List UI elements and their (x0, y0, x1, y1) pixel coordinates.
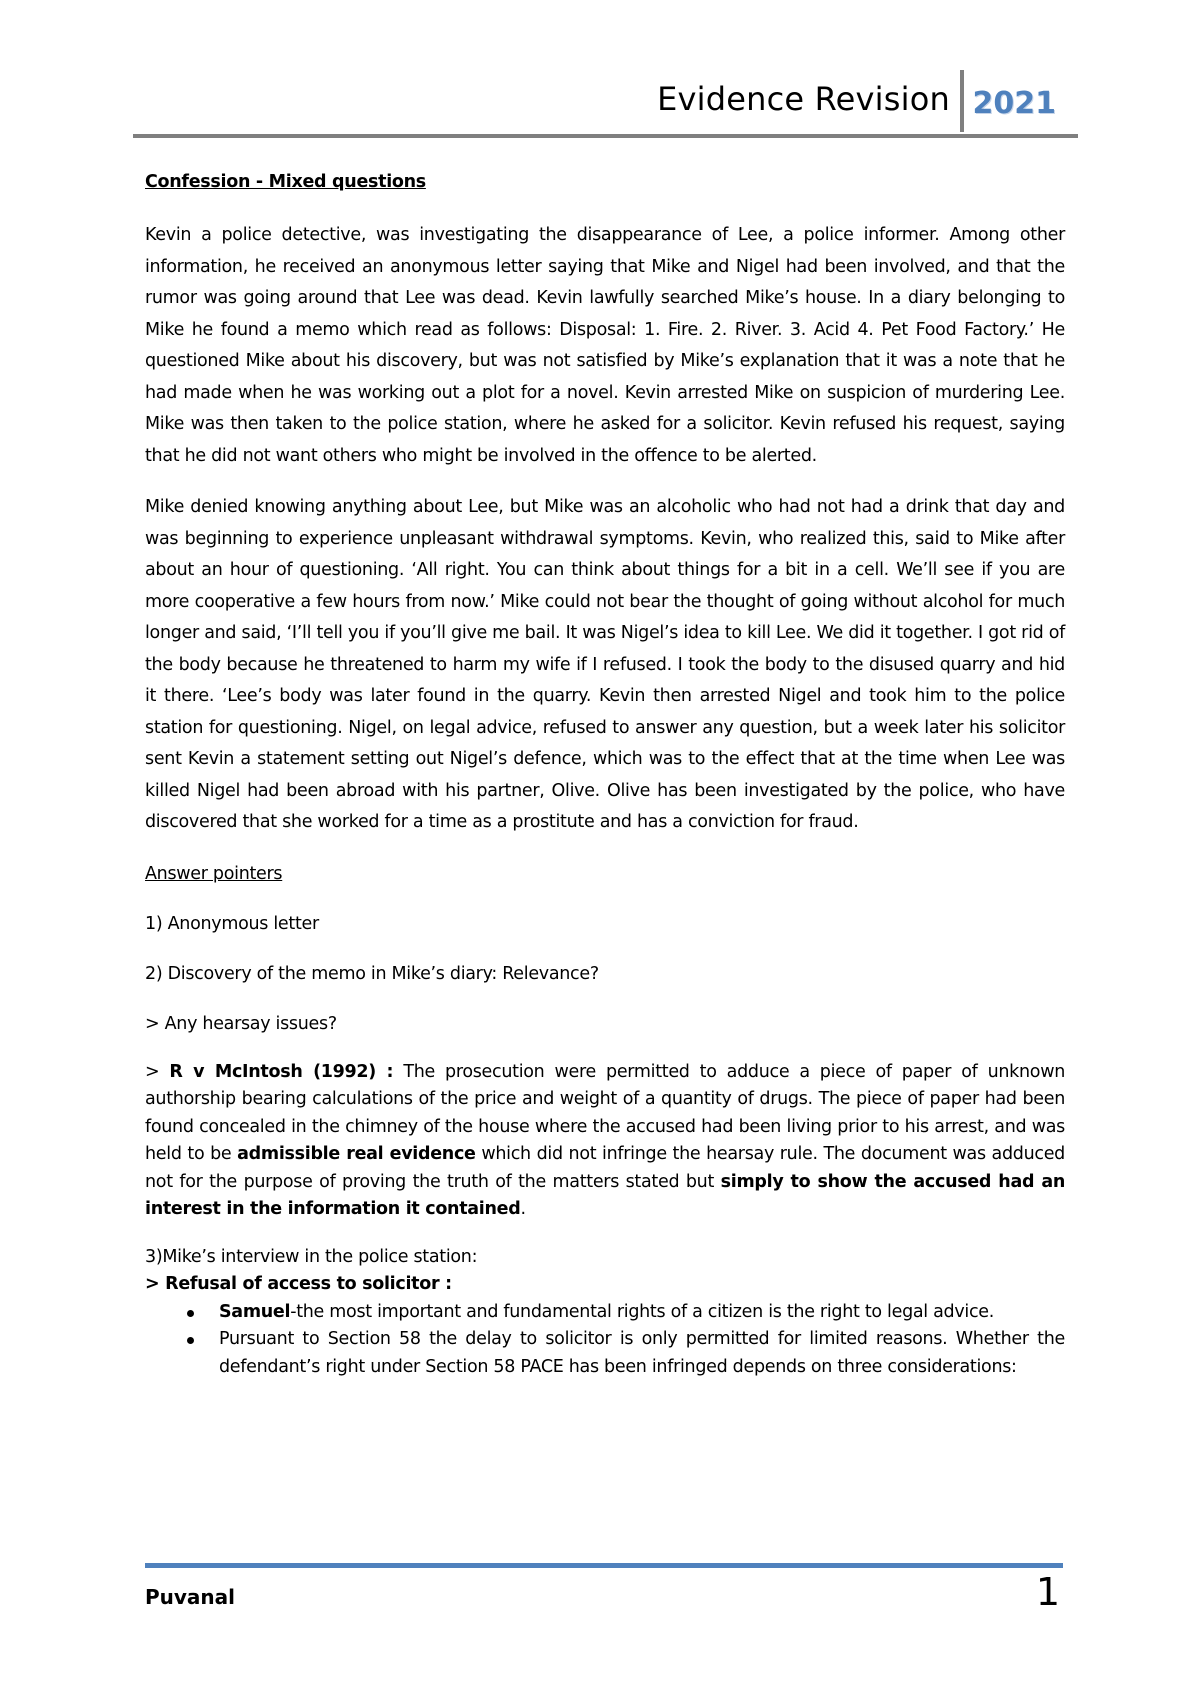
page-number: 1 (1035, 1570, 1060, 1614)
case-text-3: . (520, 1199, 526, 1219)
bullet-bold: Samuel (219, 1301, 291, 1322)
footer-rule (145, 1563, 1063, 1568)
bullet-item (145, 1299, 1065, 1327)
case-note-mcintosh (145, 1059, 1065, 1224)
page-header (133, 62, 1078, 140)
case-text-2: which did not infringe the hearsay rule. The document was adduced not for the purpose of proving the truth of the matters stated but (145, 1144, 1065, 1192)
answer-point-3: 3)Mike’s interview in the police station: (145, 1246, 478, 1267)
answer-point-3-sub: > Refusal of access to solicitor : (145, 1274, 452, 1294)
footer-author: Puvanal (145, 1585, 236, 1609)
header-rule (133, 134, 1078, 138)
bullet-list (145, 1299, 1065, 1382)
section-title: Confession - Mixed questions (145, 172, 426, 192)
bullet-text: -the most important and fundamental rights of a citizen is the right to legal advice. (290, 1301, 995, 1322)
header-divider (960, 70, 964, 132)
case-name: R v McIntosh (1992) : (169, 1061, 394, 1082)
bullet-text: Pursuant to Section 58 the delay to solicitor is only permitted for limited reasons. Whether the defendant’s right under Section 58 PACE has been infringed depends on three considerations: (219, 1329, 1065, 1377)
document-body (145, 167, 1065, 1381)
bullet-item (145, 1326, 1065, 1381)
scenario-paragraph-1: Kevin a police detective, was investigating the disappearance of Lee, a police informer. Among other information, he received an anonymous letter saying that Mike and Nigel had been involved, and that the rumor was going around that Lee was dead. Kevin lawfully searched Mike’s house. In a diary belonging to Mike he found a memo which read as follows: Disposal: 1. Fire. 2. River. 3. Acid 4. Pet Food Factory.’ He questioned Mike about his discovery, but was not satisfied by Mike’s explanation that it was a note that he had made when he was working out a plot for a novel. Kevin arrested Mike on suspicion of murdering Lee. Mike was then taken to the police station, where he asked for a solicitor. Kevin refused his request, saying that he did not want others who might be involved in the offence to be alerted. (145, 225, 1065, 466)
bullet-dot-icon (187, 1310, 194, 1317)
case-bold-2: simply to show the accused had an interest in the information it contained (145, 1171, 1065, 1219)
answer-point-1: 1) Anonymous letter (145, 913, 319, 934)
case-bold-1: admissible real evidence (237, 1144, 476, 1164)
answer-pointers-heading: Answer pointers (145, 863, 283, 884)
answer-point-2-sub: > Any hearsay issues? (145, 1013, 337, 1034)
scenario-paragraph-2: Mike denied knowing anything about Lee, but Mike was an alcoholic who had not had a drink that day and was beginning to experience unpleasant withdrawal symptoms. Kevin, who realized this, said to Mike after about an hour of questioning. ‘All right. You can think about things for a bit in a cell. We’ll see if you are more cooperative a few hours from now.’ Mike could not bear the thought of going without alcohol for much longer and said, ‘I’ll tell you if you’ll give me bail. It was Nigel’s idea to kill Lee. We did it together. I got rid of the body because he threatened to harm my wife if I refused. I took the body to the disused quarry and hid it there. ‘Lee’s body was later found in the quarry. Kevin then arrested Nigel and took him to the police station for questioning. Nigel, on legal advice, refused to answer any question, but a week later his solicitor sent Kevin a statement setting out Nigel’s defence, which was to the effect that at the time when Lee was killed Nigel had been abroad with his partner, Olive. Olive has been investigated by the police, who have discovered that she worked for a time as a prostitute and has a conviction for fraud. (145, 497, 1065, 832)
case-text-1: The prosecution were permitted to adduce a piece of paper of unknown authorship bearing calculations of the price and weight of a quantity of drugs. The piece of paper had been found concealed in the chimney of the house where the accused had been living prior to his arrest, and was held to be (145, 1061, 1065, 1164)
answer-point-2: 2) Discovery of the memo in Mike’s diary: Relevance? (145, 963, 599, 984)
header-year: 2021 (972, 86, 1056, 121)
case-prefix: > (145, 1061, 170, 1082)
bullet-dot-icon (187, 1337, 194, 1344)
header-title: Evidence Revision (657, 80, 950, 118)
